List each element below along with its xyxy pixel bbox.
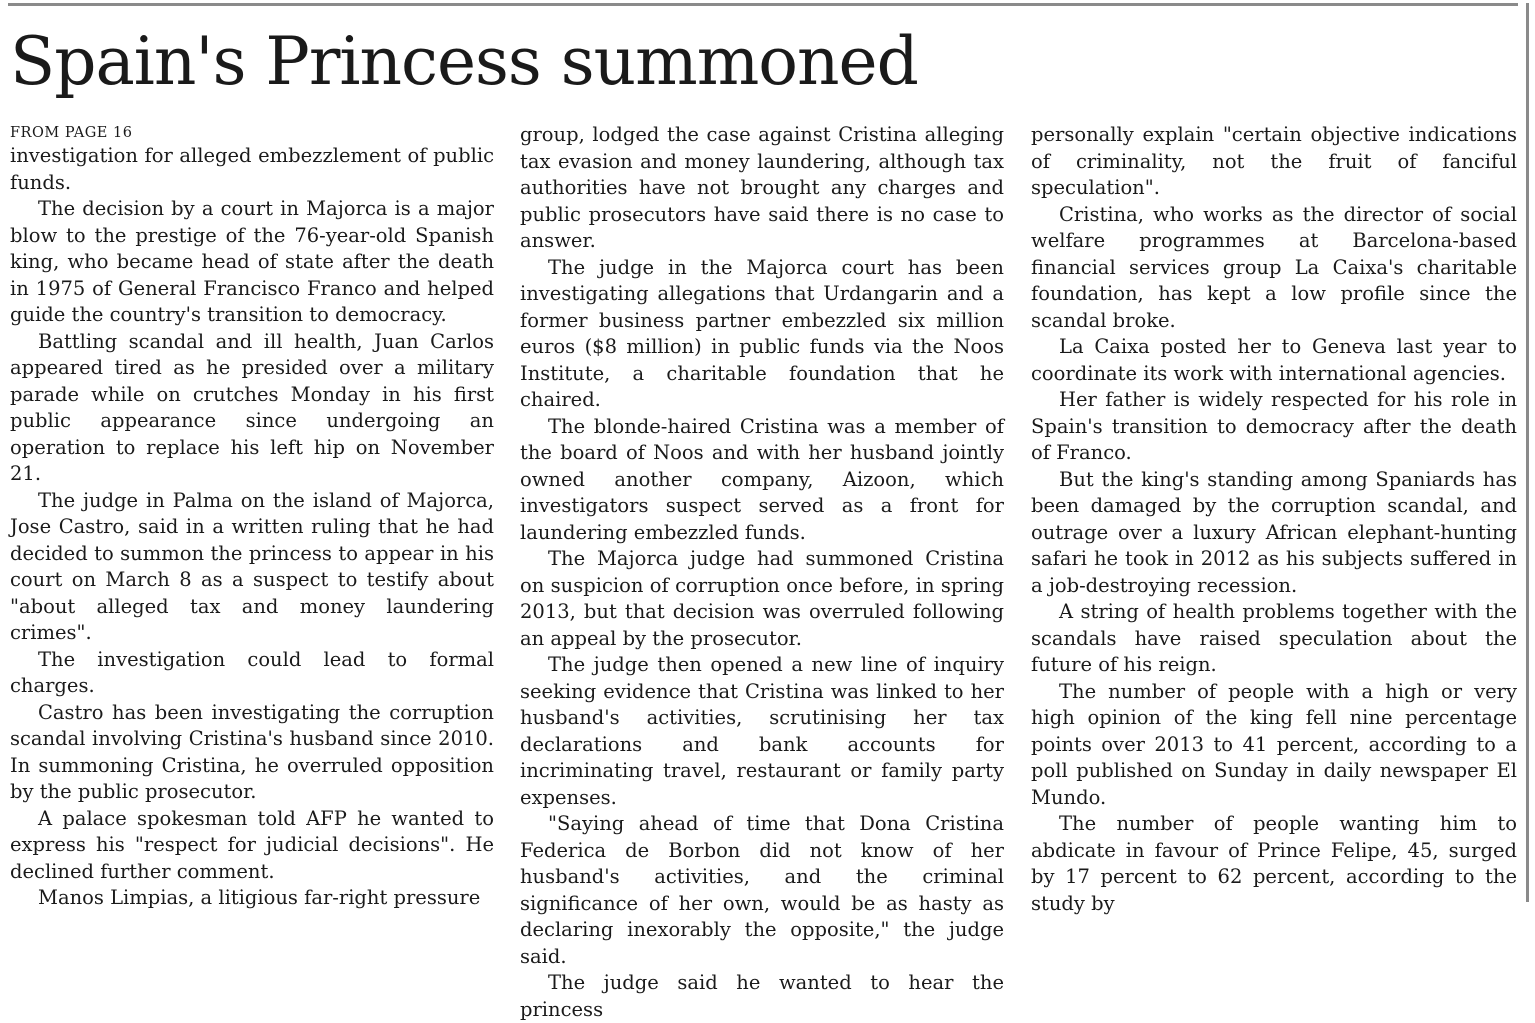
headline: Spain's Princess summoned (10, 23, 918, 100)
article-column-1 (10, 122, 494, 909)
article-column-3 (1031, 122, 1517, 915)
paragraph: The judge in Palma on the island of Majorca, Jose Castro, said in a written ruling that he had decided to summon the princess to appear in his court on March 8 as a suspect to testify about "about alleged tax and money laundering crimes". (10, 488, 494, 644)
paragraph: The blonde-haired Cristina was a member of the board of Noos and with her husband jointly owned another company, Aizoon, which investigators suspect served as a front for laundering embezzled funds. (520, 414, 1004, 544)
paragraph: Manos Limpias, a litigious far-right pressure (38, 886, 481, 909)
paragraph: The decision by a court in Majorca is a major blow to the prestige of the 76-year-old Spanish king, who became head of state after the death in 1975 of General Francisco Franco and helped guide the country's transition to democracy. (10, 197, 494, 326)
article-column-2 (520, 122, 1004, 1021)
paragraph: group, lodged the case against Cristina alleging tax evasion and money laundering, although tax authorities have not brought any charges and public prosecutors have said there is no case to answer. (520, 123, 1004, 252)
paragraph: Her father is widely respected for his role in Spain's transition to democracy after the death of Franco. (1031, 388, 1517, 464)
paragraph: But the king's standing among Spaniards has been damaged by the corruption scandal, and outrage over a luxury African elephant-hunting safari he took in 2012 as his subjects suffered in a job-destroying recession. (1031, 467, 1517, 597)
paragraph: The Majorca judge had summoned Cristina on suspicion of corruption once before, in spring 2013, but that decision was overruled following an appeal by the prosecutor. (520, 547, 1004, 650)
paragraph: The judge said he wanted to hear the princess (520, 971, 1004, 1021)
paragraph: Castro has been investigating the corruption scandal involving Cristina's husband since 2010. In summoning Cristina, he overruled opposition by the public prosecutor. (10, 700, 494, 803)
paragraph: The investigation could lead to formal charges. (10, 647, 494, 697)
paragraph: The judge then opened a new line of inquiry seeking evidence that Cristina was linked to her husband's activities, scrutinising her tax declarations and bank accounts for incriminating travel, restaurant or family party expenses. (520, 653, 1004, 809)
top-rule (8, 3, 1518, 6)
paragraph: Cristina, who works as the director of social welfare programmes at Barcelona-based financial services group La Caixa's charitable foundation, has kept a low profile since the scandal broke. (1031, 202, 1517, 332)
right-rule (1526, 3, 1529, 902)
paragraph: investigation for alleged embezzlement of public funds. (10, 144, 494, 194)
jump-line: FROM PAGE 16 (10, 125, 133, 141)
paragraph: A palace spokesman told AFP he wanted to express his "respect for judicial decisions". He declined further comment. (10, 806, 494, 883)
paragraph: personally explain "certain objective indications of criminality, not the fruit of fanciful speculation". (1031, 123, 1517, 199)
paragraph: La Caixa posted her to Geneva last year to coordinate its work with international agencies. (1031, 335, 1517, 385)
paragraph: The number of people wanting him to abdicate in favour of Prince Felipe, 45, surged by 17 percent to 62 percent, according to the study by (1031, 812, 1517, 915)
paragraph: The number of people with a high or very high opinion of the king fell nine percentage points over 2013 to 41 percent, according to a poll published on Sunday in daily newspaper El Mundo. (1031, 679, 1517, 809)
paragraph: "Saying ahead of time that Dona Cristina Federica de Borbon did not know of her husband's activities, and the criminal significance of her own, would be as hasty as declaring inexorably the opposite," the judge said. (520, 812, 1004, 968)
paragraph: The judge in the Majorca court has been investigating allegations that Urdangarin and a former business partner embezzled six million euros ($8 million) in public funds via the Noos Institute, a charitable foundation that he chaired. (520, 255, 1004, 411)
paragraph: A string of health problems together with the scandals have raised speculation about the future of his reign. (1031, 600, 1517, 676)
paragraph: Battling scandal and ill health, Juan Carlos appeared tired as he presided over a military parade while on crutches Monday in his first public appearance since undergoing an operation to replace his left hip on November 21. (10, 329, 494, 485)
